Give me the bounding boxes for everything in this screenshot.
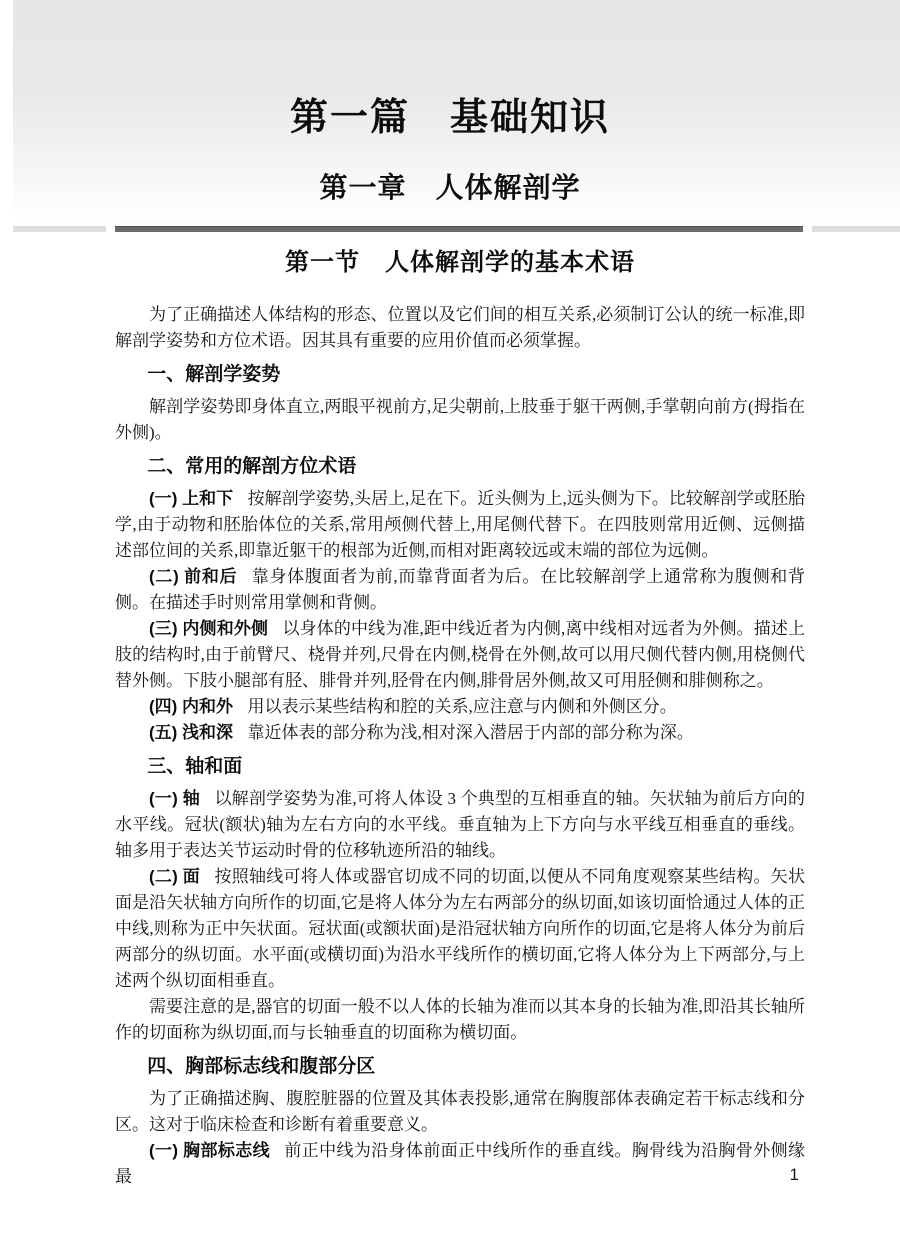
- subsection-heading: 二、常用的解剖方位术语: [147, 456, 357, 477]
- page-number: 1: [789, 1165, 799, 1184]
- body-paragraph: [115, 616, 805, 694]
- paragraph-text: 前正中线为沿身体前面正中线所作的垂直线。胸骨线为沿胸骨外侧缘最: [115, 1141, 805, 1186]
- rule-segment-right-light: [812, 226, 900, 232]
- subsection-heading: 三、轴和面: [147, 756, 243, 777]
- body-paragraph: [115, 1086, 805, 1138]
- paragraph-text: 以解剖学姿势为准,可将人体设 3 个典型的互相垂直的轴。矢状轴为前后方向的水平线。冠状(额状)轴为左右方向的水平线。垂直轴为上下方向与水平线互相垂直的垂线。轴多用于表达关节运动时骨的位移轨迹所沿的轴线。: [115, 789, 806, 860]
- body-paragraph: [115, 720, 805, 746]
- body-paragraph: [115, 786, 805, 864]
- rule-segment-left-light: [13, 226, 106, 232]
- decorative-rule-bar: [0, 226, 900, 232]
- paragraph-text: 按照轴线可将人体或器官切成不同的切面,以便从不同角度观察某些结构。矢状面是沿矢状轴方向所作的切面,它是将人体分为左右两部分的纵切面,如该切面恰通过人体的正中线,则称为正中矢状面。冠状面(或额状面)是沿冠状轴方向所作的切面,它是将人体分为前后两部分的纵切面。水平面(或横切面)为沿水平线所作的横切面,它将人体分为上下两部分,与上述两个纵切面相垂直。: [115, 867, 806, 990]
- run-in-term: (一) 轴: [149, 789, 200, 808]
- body-paragraph: [115, 864, 805, 994]
- page-body: [115, 246, 805, 1190]
- body-paragraph: [115, 302, 805, 354]
- subsection-heading: 一、解剖学姿势: [147, 364, 281, 385]
- run-in-term: (三) 内侧和外侧: [149, 619, 269, 638]
- body-paragraph: [115, 994, 805, 1046]
- section-title: 第一节 人体解剖学的基本术语: [285, 250, 635, 276]
- paragraph-text: 靠身体腹面者为前,而靠背面者为后。在比较解剖学上通常称为腹侧和背侧。在描述手时则常用掌侧和背侧。: [115, 567, 806, 612]
- chapter-title: 第一章 人体解剖学: [319, 172, 581, 203]
- run-in-term: (五) 浅和深: [149, 723, 234, 742]
- subsection-heading: 四、胸部标志线和腹部分区: [147, 1056, 376, 1077]
- body-paragraph: [115, 694, 805, 720]
- paragraph-text: 解剖学姿势即身体直立,两眼平视前方,足尖朝前,上肢垂于躯干两侧,手掌朝向前方(拇指在外侧)。: [115, 397, 805, 442]
- paragraph-text: 需要注意的是,器官的切面一般不以人体的长轴为准而以其本身的长轴为准,即沿其长轴所作的切面称为纵切面,而与长轴垂直的切面称为横切面。: [115, 997, 805, 1042]
- body-paragraph: [115, 486, 805, 564]
- run-in-term: (二) 前和后: [149, 567, 238, 586]
- paragraph-text: 为了正确描述胸、腹腔脏器的位置及其体表投影,通常在胸腹部体表确定若干标志线和分区。这对于临床检查和诊断有着重要意义。: [115, 1089, 805, 1134]
- run-in-term: (二) 面: [149, 867, 201, 886]
- paragraph-text: 为了正确描述人体结构的形态、位置以及它们间的相互关系,必须制订公认的统一标准,即解剖学姿势和方位术语。因其具有重要的应用价值而必须掌握。: [115, 305, 805, 350]
- run-in-term: (四) 内和外: [149, 697, 234, 716]
- rule-segment-dark: [115, 226, 803, 232]
- paragraph-text: 用以表示某些结构和腔的关系,应注意与内侧和外侧区分。: [247, 697, 677, 716]
- body-paragraph: [115, 394, 805, 446]
- part-title: 第一篇 基础知识: [289, 97, 610, 139]
- body-paragraph: [115, 564, 805, 616]
- run-in-term: (一) 胸部标志线: [149, 1141, 270, 1160]
- run-in-term: (一) 上和下: [149, 489, 234, 508]
- paragraph-text: 靠近体表的部分称为浅,相对深入潜居于内部的部分称为深。: [247, 723, 694, 742]
- paragraph-text: 按解剖学姿势,头居上,足在下。近头侧为上,远头侧为下。比较解剖学或胚胎学,由于动物和胚胎体位的关系,常用颅侧代替上,用尾侧代替下。在四肢则常用近侧、远侧描述部位间的关系,即靠近躯干的根部为近侧,而相对距离较远或末端的部位为远侧。: [115, 489, 806, 560]
- paragraph-text: 以身体的中线为准,距中线近者为内侧,离中线相对远者为外侧。描述上肢的结构时,由于前臂尺、桡骨并列,尺骨在内侧,桡骨在外侧,故可以用尺侧代替内侧,用桡侧代替外侧。下肢小腿部有胫、腓骨并列,胫骨在内侧,腓骨居外侧,故又可用胫侧和腓侧称之。: [115, 619, 806, 690]
